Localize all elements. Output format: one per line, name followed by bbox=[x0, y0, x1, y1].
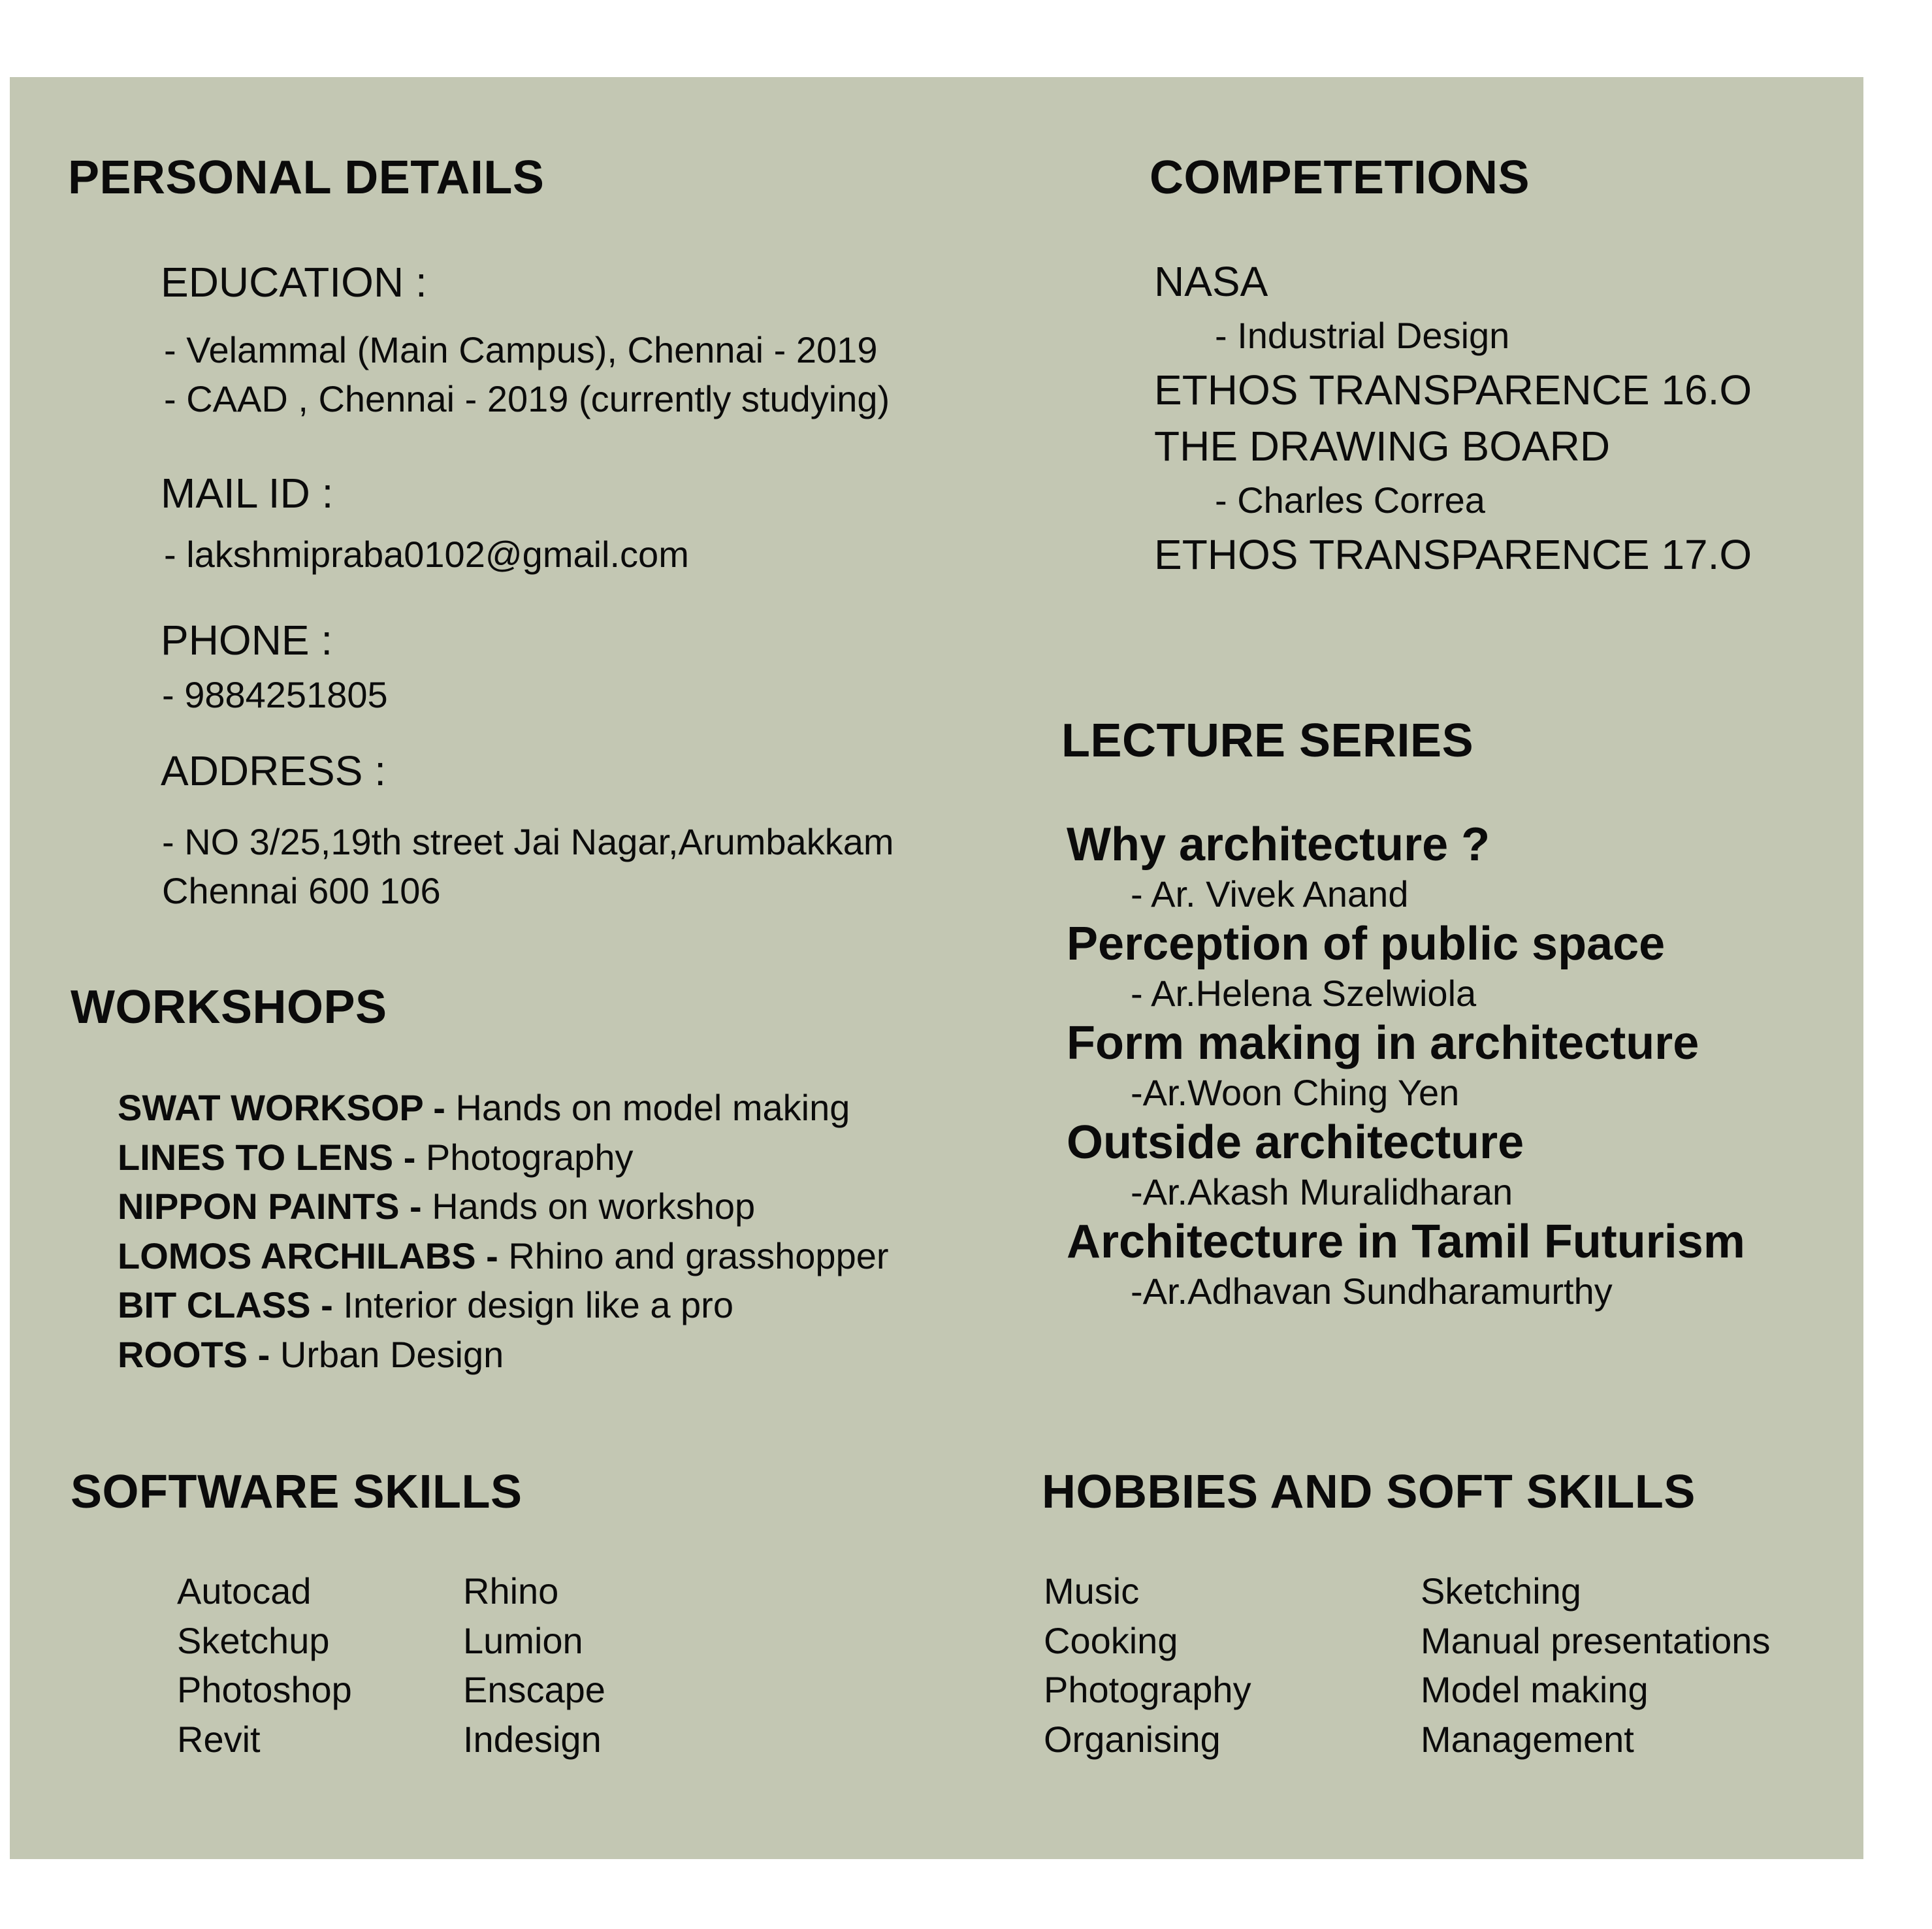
personal-details-heading: PERSONAL DETAILS bbox=[68, 152, 545, 204]
software-item: Enscape bbox=[463, 1669, 605, 1710]
lecture-series-heading: LECTURE SERIES bbox=[1061, 715, 1474, 767]
workshops-heading: WORKSHOPS bbox=[71, 981, 387, 1033]
education-label: EDUCATION : bbox=[161, 259, 427, 306]
competition-item: NASA bbox=[1154, 258, 1268, 305]
workshop-name: NIPPON PAINTS - bbox=[118, 1186, 422, 1227]
software-item: Sketchup bbox=[177, 1619, 330, 1661]
workshop-desc: Interior design like a pro bbox=[332, 1284, 733, 1325]
software-col-1 bbox=[177, 1566, 352, 1764]
competitions-heading: COMPETETIONS bbox=[1150, 152, 1530, 204]
competition-category: - Industrial Design bbox=[1215, 315, 1510, 356]
address-label: ADDRESS : bbox=[161, 747, 386, 794]
workshop-item bbox=[118, 1231, 889, 1281]
hobby-item: Sketching bbox=[1421, 1570, 1581, 1612]
mail-value: - lakshmipraba0102@gmail.com bbox=[164, 534, 689, 575]
address-line: - NO 3/25,19th street Jai Nagar,Arumbakkam bbox=[162, 821, 894, 862]
hobby-item: Cooking bbox=[1044, 1619, 1178, 1661]
hobbies-heading: HOBBIES AND SOFT SKILLS bbox=[1042, 1466, 1696, 1518]
software-item: Rhino bbox=[463, 1570, 559, 1612]
workshop-item bbox=[118, 1280, 889, 1330]
hobby-item: Model making bbox=[1421, 1669, 1649, 1710]
software-skills-heading: SOFTWARE SKILLS bbox=[71, 1466, 523, 1518]
workshops-list bbox=[118, 1083, 889, 1379]
workshop-name: SWAT WORKSOP - bbox=[118, 1087, 445, 1128]
competition-category: - Charles Correa bbox=[1215, 479, 1485, 521]
workshop-name: ROOTS - bbox=[118, 1333, 270, 1375]
phone-value: - 9884251805 bbox=[162, 674, 388, 715]
workshop-item bbox=[118, 1330, 889, 1380]
education-list bbox=[164, 325, 890, 423]
address-block bbox=[162, 817, 894, 915]
lecture-speaker: - Ar. Vivek Anand bbox=[1131, 873, 1409, 915]
education-item: - Velammal (Main Campus), Chennai - 2019 bbox=[164, 329, 878, 370]
competitions-list bbox=[1154, 253, 1752, 583]
hobbies-col-1 bbox=[1044, 1566, 1251, 1764]
lecture-speaker: - Ar.Helena Szelwiola bbox=[1131, 973, 1477, 1014]
competition-item: THE DRAWING BOARD bbox=[1154, 423, 1611, 470]
hobby-item: Manual presentations bbox=[1421, 1619, 1771, 1661]
hobby-item: Organising bbox=[1044, 1718, 1221, 1760]
lecture-speaker: -Ar.Adhavan Sundharamurthy bbox=[1131, 1271, 1613, 1312]
hobbies-col-2 bbox=[1421, 1566, 1770, 1764]
competition-item: ETHOS TRANSPARENCE 16.O bbox=[1154, 366, 1752, 413]
phone-label: PHONE : bbox=[161, 617, 333, 664]
workshop-item bbox=[118, 1182, 889, 1231]
workshop-name: LOMOS ARCHILABS - bbox=[118, 1235, 498, 1276]
hobby-item: Photography bbox=[1044, 1669, 1251, 1710]
workshop-desc: Hands on workshop bbox=[421, 1186, 756, 1227]
lecture-title: Outside architecture bbox=[1067, 1116, 1524, 1169]
resume-panel bbox=[10, 77, 1863, 1859]
software-item: Autocad bbox=[177, 1570, 312, 1612]
lecture-speaker: -Ar.Akash Muralidharan bbox=[1131, 1171, 1513, 1212]
lecture-title: Architecture in Tamil Futurism bbox=[1067, 1216, 1745, 1268]
hobby-item: Music bbox=[1044, 1570, 1140, 1612]
mail-label: MAIL ID : bbox=[161, 470, 334, 517]
software-col-2 bbox=[463, 1566, 605, 1764]
lecture-title: Perception of public space bbox=[1067, 918, 1666, 970]
workshop-desc: Rhino and grasshopper bbox=[498, 1235, 889, 1276]
workshop-desc: Photography bbox=[415, 1136, 634, 1178]
address-line: Chennai 600 106 bbox=[162, 870, 441, 911]
lecture-title: Form making in architecture bbox=[1067, 1017, 1699, 1069]
workshop-desc: Urban Design bbox=[270, 1333, 504, 1375]
workshop-name: BIT CLASS - bbox=[118, 1284, 333, 1325]
software-item: Lumion bbox=[463, 1619, 583, 1661]
education-item: - CAAD , Chennai - 2019 (currently studying) bbox=[164, 378, 890, 419]
workshop-desc: Hands on model making bbox=[445, 1087, 850, 1128]
software-item: Revit bbox=[177, 1718, 261, 1760]
workshop-item bbox=[118, 1133, 889, 1182]
workshop-name: LINES TO LENS - bbox=[118, 1136, 416, 1178]
software-item: Indesign bbox=[463, 1718, 602, 1760]
software-item: Photoshop bbox=[177, 1669, 352, 1710]
competition-item: ETHOS TRANSPARENCE 17.O bbox=[1154, 531, 1752, 578]
workshop-item bbox=[118, 1083, 889, 1133]
lecture-list bbox=[1067, 815, 1745, 1312]
hobby-item: Management bbox=[1421, 1718, 1634, 1760]
lecture-speaker: -Ar.Woon Ching Yen bbox=[1131, 1072, 1460, 1113]
lecture-title: Why architecture ? bbox=[1067, 819, 1490, 871]
